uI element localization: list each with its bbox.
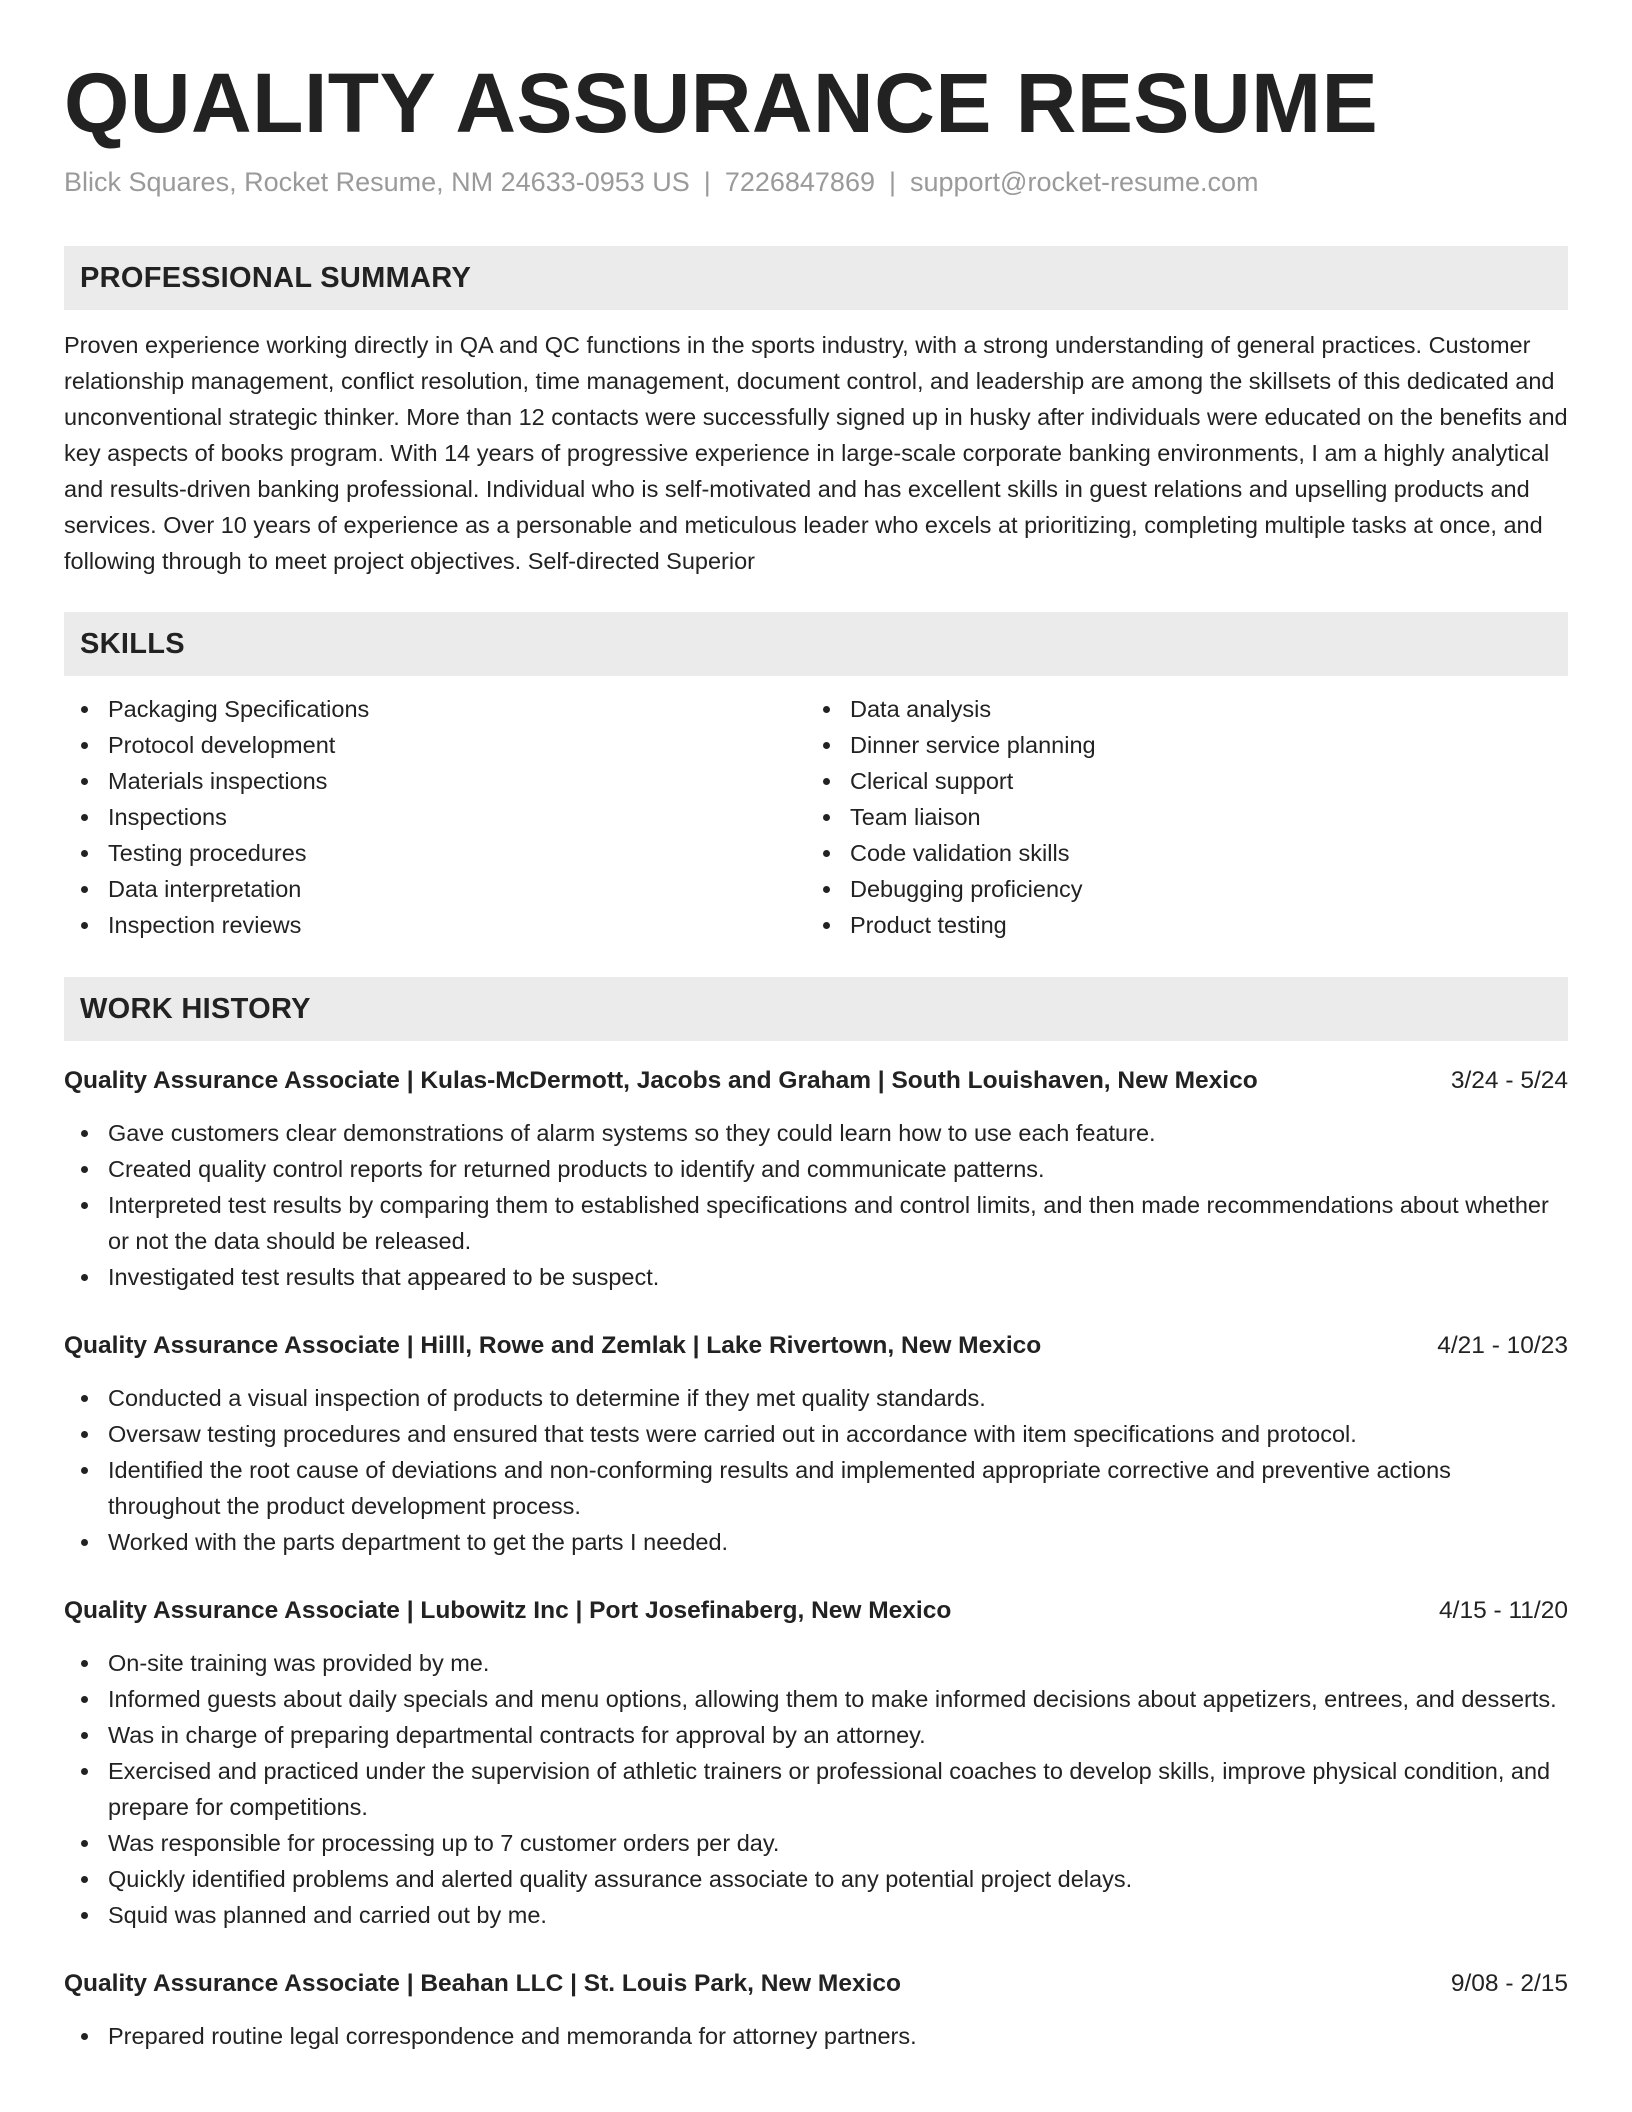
job-header xyxy=(64,1063,1568,1099)
job-bullets xyxy=(64,1645,1568,1933)
resume-page xyxy=(64,0,1568,2054)
job-dates: 9/08 - 2/15 xyxy=(1450,1970,1568,1997)
skill-item: Data interpretation xyxy=(64,871,806,907)
skills-grid xyxy=(64,691,1568,943)
job-title: Quality Assurance Associate | Beahan LLC | St. Louis Park, New Mexico xyxy=(64,1970,901,1997)
skill-item: Product testing xyxy=(806,907,1548,943)
job-bullet: Squid was planned and carried out by me. xyxy=(64,1897,1568,1933)
section-heading-work-history: WORK HISTORY xyxy=(64,977,1568,1041)
contact-address: Blick Squares, Rocket Resume, NM 24633-0953 US xyxy=(64,167,690,197)
skills-column-right xyxy=(806,691,1548,943)
job-bullet: Was responsible for processing up to 7 customer orders per day. xyxy=(64,1825,1568,1861)
contact-line xyxy=(64,164,1568,200)
job-bullet: Prepared routine legal correspondence and memoranda for attorney partners. xyxy=(64,2018,1568,2054)
job-bullet: Exercised and practiced under the supervision of athletic trainers or professional coaches to develop skills, improve physical condition, and prepare for competitions. xyxy=(64,1753,1568,1825)
skill-item: Testing procedures xyxy=(64,835,806,871)
contact-phone: 7226847869 xyxy=(724,167,875,197)
contact-separator: | xyxy=(888,167,896,197)
job-bullet: Oversaw testing procedures and ensured that tests were carried out in accordance with item specifications and protocol. xyxy=(64,1416,1568,1452)
skill-item: Packaging Specifications xyxy=(64,691,806,727)
job-entry xyxy=(64,1593,1568,1933)
job-bullet: On-site training was provided by me. xyxy=(64,1645,1568,1681)
skill-item: Protocol development xyxy=(64,727,806,763)
section-heading-skills: SKILLS xyxy=(64,612,1568,676)
job-bullet: Gave customers clear demonstrations of alarm systems so they could learn how to use each feature. xyxy=(64,1115,1568,1151)
job-bullet: Was in charge of preparing departmental contracts for approval by an attorney. xyxy=(64,1717,1568,1753)
job-entry xyxy=(64,1063,1568,1295)
job-title: Quality Assurance Associate | Kulas-McDermott, Jacobs and Graham | South Louishaven, New Mexico xyxy=(64,1067,1258,1094)
work-history-section xyxy=(64,977,1568,2054)
section-heading-summary: PROFESSIONAL SUMMARY xyxy=(64,246,1568,310)
skills-section xyxy=(64,612,1568,943)
contact-separator: | xyxy=(703,167,711,197)
skill-item: Data analysis xyxy=(806,691,1548,727)
job-title: Quality Assurance Associate | Hilll, Rowe and Zemlak | Lake Rivertown, New Mexico xyxy=(64,1332,1042,1359)
skill-item: Team liaison xyxy=(806,799,1548,835)
job-bullet: Informed guests about daily specials and menu options, allowing them to make informed decisions about appetizers, entrees, and desserts. xyxy=(64,1681,1568,1717)
job-header xyxy=(64,1593,1568,1629)
job-header xyxy=(64,1328,1568,1364)
job-header xyxy=(64,1966,1568,2002)
job-bullets xyxy=(64,2018,1568,2054)
job-bullets xyxy=(64,1380,1568,1560)
job-bullets xyxy=(64,1115,1568,1295)
skill-item: Debugging proficiency xyxy=(806,871,1548,907)
skill-item: Inspection reviews xyxy=(64,907,806,943)
resume-title: QUALITY ASSURANCE RESUME xyxy=(64,56,1379,150)
job-title: Quality Assurance Associate | Lubowitz Inc | Port Josefinaberg, New Mexico xyxy=(64,1597,952,1624)
skill-item: Inspections xyxy=(64,799,806,835)
job-bullet: Created quality control reports for returned products to identify and communicate patterns. xyxy=(64,1151,1568,1187)
contact-email: support@rocket-resume.com xyxy=(910,167,1259,197)
job-bullet: Quickly identified problems and alerted quality assurance associate to any potential project delays. xyxy=(64,1861,1568,1897)
job-bullet: Identified the root cause of deviations and non-conforming results and implemented appropriate corrective and preventive actions throughout the product development process. xyxy=(64,1452,1568,1524)
skill-item: Dinner service planning xyxy=(806,727,1548,763)
job-dates: 4/21 - 10/23 xyxy=(1437,1332,1568,1359)
job-dates: 4/15 - 11/20 xyxy=(1439,1597,1568,1624)
job-bullet: Investigated test results that appeared to be suspect. xyxy=(64,1259,1568,1295)
job-entry xyxy=(64,1966,1568,2054)
skill-item: Clerical support xyxy=(806,763,1548,799)
job-bullet: Interpreted test results by comparing them to established specifications and control limits, and then made recommendations about whether or not the data should be released. xyxy=(64,1187,1568,1259)
job-entry xyxy=(64,1328,1568,1560)
summary-text: Proven experience working directly in QA and QC functions in the sports industry, with a strong understanding of general practices. Customer relationship management, conflict resolution, time management, document control, and leadership are among the skillsets of this dedicated and unconventional strategic thinker. More than 12 contacts were successfully signed up in husky after individuals were educated on the benefits and key aspects of books program. With 14 years of progressive experience in large-scale corporate banking environments, I am a highly analytical and results-driven banking professional. Individual who is self-motivated and has excellent skills in guest relations and upselling products and services. Over 10 years of experience as a personable and meticulous leader who excels at prioritizing, completing multiple tasks at once, and following through to meet project objectives. Self-directed Superior xyxy=(64,332,1568,574)
skill-item: Materials inspections xyxy=(64,763,806,799)
skills-column-left xyxy=(64,691,806,943)
job-bullet: Conducted a visual inspection of products to determine if they met quality standards. xyxy=(64,1380,1568,1416)
skill-item: Code validation skills xyxy=(806,835,1548,871)
professional-summary-section xyxy=(64,246,1568,579)
job-dates: 3/24 - 5/24 xyxy=(1450,1067,1568,1094)
job-bullet: Worked with the parts department to get the parts I needed. xyxy=(64,1524,1568,1560)
